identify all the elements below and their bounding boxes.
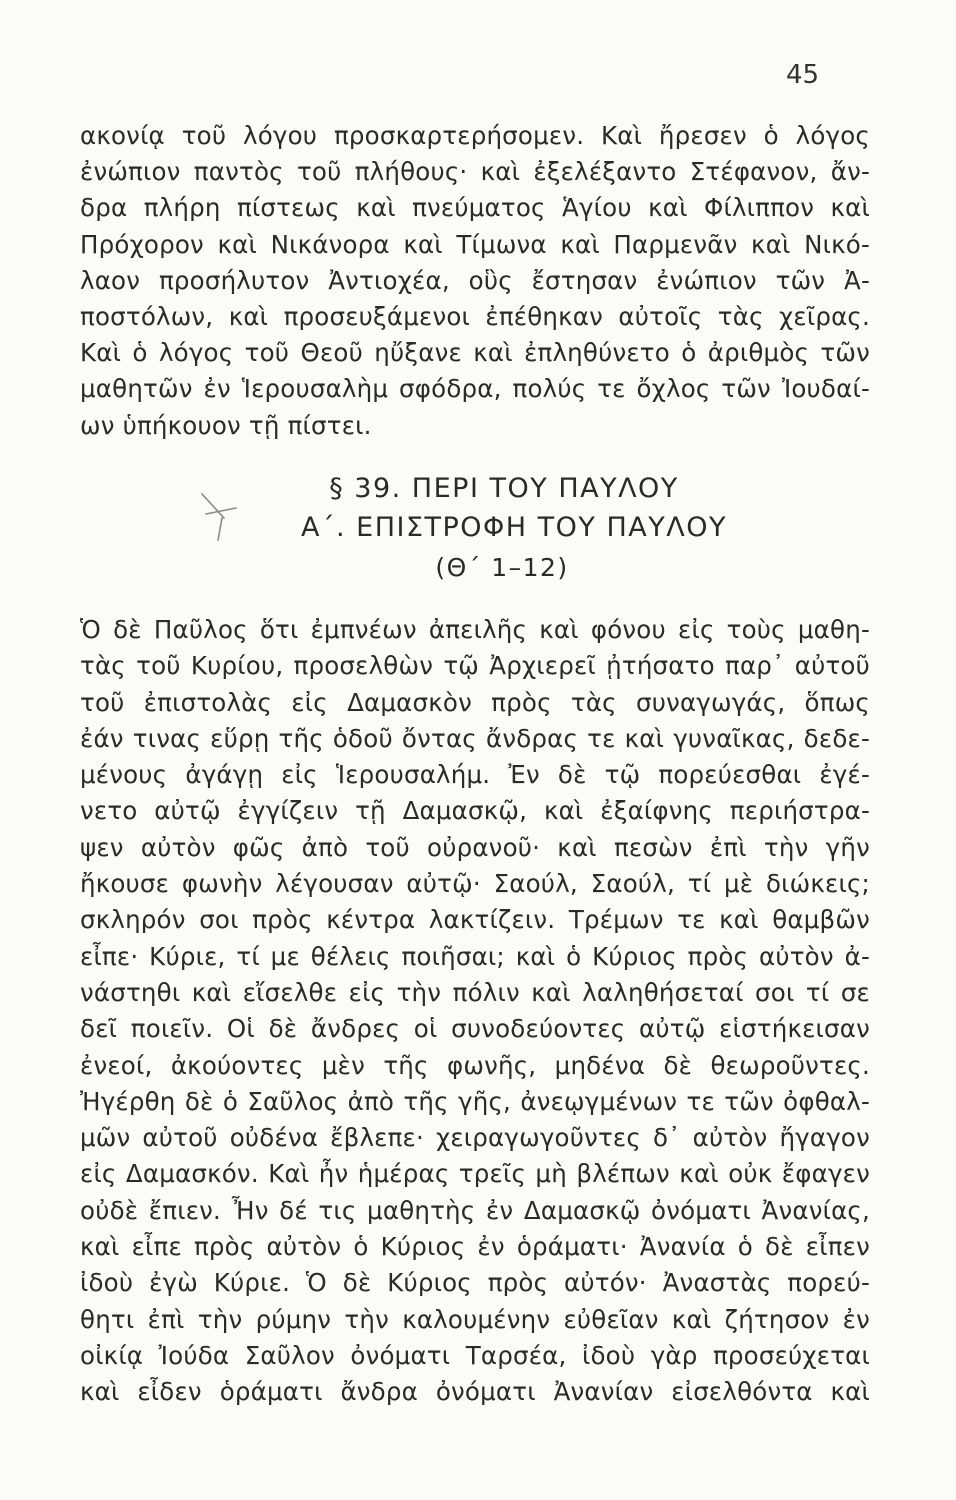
text-line: ἐάν τινας εὕρῃ τῆς ὁδοῦ ὄντας ἄνδρας τε καὶ γυναῖκας, δεδε- bbox=[80, 723, 870, 753]
text-line: νάστηθι καὶ εἴσελθε εἰς τὴν πόλιν καὶ λαληθήσεταί σοι τί σε bbox=[80, 977, 870, 1007]
chapter-reference: (Θ΄ 1–12) bbox=[435, 553, 569, 582]
text-line: λαον προσήλυτον Ἀντιοχέα, οὓς ἔστησαν ἐνώπιον τῶν Ἀ- bbox=[80, 265, 870, 295]
text-line: Καὶ ὁ λόγος τοῦ Θεοῦ ηὔξανε καὶ ἐπληθύνετο ὁ ἀριθμὸς τῶν bbox=[80, 338, 870, 368]
text-line: ἐνεοί, ἀκούοντες μὲν τῆς φωνῆς, μηδένα δὲ θεωροῦντες. bbox=[80, 1050, 870, 1080]
text-line: καὶ εἶπε πρὸς αὐτὸν ὁ Κύριος ἐν ὁράματι· Ἀνανία ὁ δὲ εἶπεν bbox=[80, 1232, 870, 1262]
text-line: μαθητῶν ἐν Ἱερουσαλὴμ σφόδρα, πολύς τε ὄχλος τῶν Ἰουδαί- bbox=[80, 374, 870, 404]
text-line: σκληρόν σοι πρὸς κέντρα λακτίζειν. Τρέμων τε καὶ θαμβῶν bbox=[80, 905, 870, 935]
text-line: ποστόλων, καὶ προσευξάμενοι ἐπέθηκαν αὐτοῖς τὰς χεῖρας. bbox=[80, 301, 870, 331]
text-line: ακονίᾳ τοῦ λόγου προσκαρτερήσομεν. Καὶ ἤρεσεν ὁ λόγος bbox=[80, 121, 870, 150]
text-line: ἰδοὺ ἐγὼ Κύριε. Ὁ δὲ Κύριος πρὸς αὐτόν· Ἀναστὰς πορεύ- bbox=[80, 1268, 870, 1298]
text-line: μῶν αὐτοῦ οὐδένα ἔβλεπε· χειραγωγοῦντες δ᾽ αὐτὸν ἤγαγον bbox=[80, 1123, 870, 1153]
text-line: εἶπε· Κύριε, τί με θέλεις ποιῆσαι; καὶ ὁ Κύριος πρὸς αὐτὸν ἀ- bbox=[80, 941, 870, 971]
text-line: τοῦ ἐπιστολὰς εἰς Δαμασκὸν πρὸς τὰς συναγωγάς, ὅπως bbox=[80, 687, 870, 717]
text-line: οἰκίᾳ Ἰούδα Σαῦλον ὀνόματι Ταρσέα, ἰδοὺ γὰρ προσεύχεται bbox=[80, 1340, 870, 1370]
subsection-heading: Α΄. ΕΠΙΣΤΡΟΦΗ ΤΟΥ ΠΑΥΛΟΥ bbox=[301, 512, 727, 543]
page-number: 45 bbox=[786, 60, 820, 90]
text-line: νετο αὐτῷ ἐγγίζειν τῇ Δαμασκῷ, καὶ ἐξαίφνης περιήστρα- bbox=[80, 796, 870, 826]
text-line: οὐδὲ ἔπιεν. Ἦν δέ τις μαθητὴς ἐν Δαμασκῷ ὀνόματι Ἀνανίας, bbox=[80, 1195, 870, 1225]
text-line: Ὁ δὲ Παῦλος ὅτι ἐμπνέων ἀπειλῆς καὶ φόνου εἰς τοὺς μαθη- bbox=[80, 615, 870, 644]
text-line: ἐνώπιον παντὸς τοῦ πλήθους· καὶ ἐξελέξαντο Στέφανον, ἄν- bbox=[80, 157, 870, 187]
section-heading: § 39. ΠΕΡΙ ΤΟΥ ΠΑΥΛΟΥ bbox=[329, 473, 679, 504]
text-line: τὰς τοῦ Κυρίου, προσελθὼν τῷ Ἀρχιερεῖ ᾐτήσατο παρ᾽ αὐτοῦ bbox=[80, 651, 870, 681]
text-line: δρα πλήρη πίστεως καὶ πνεύματος Ἁγίου καὶ Φίλιππον καὶ bbox=[80, 193, 870, 223]
text-line: Πρόχορον καὶ Νικάνορα καὶ Τίμωνα καὶ Παρμενᾶν καὶ Νικό- bbox=[80, 229, 870, 259]
paragraph-acts-6 bbox=[80, 118, 870, 444]
text-line: δεῖ ποιεῖν. Οἱ δὲ ἄνδρες οἱ συνοδεύοντες αὐτῷ εἱστήκεισαν bbox=[80, 1014, 870, 1044]
text-line: ἤκουσε φωνὴν λέγουσαν αὐτῷ· Σαούλ, Σαούλ, τί μὲ διώκεις; bbox=[80, 869, 870, 899]
text-line: καὶ εἶδεν ὁράματι ἄνδρα ὀνόματι Ἀνανίαν εἰσελθόντα καὶ bbox=[80, 1377, 870, 1407]
text-line: θητι ἐπὶ τὴν ρύμην τὴν καλουμένην εὐθεῖαν καὶ ζήτησον ἐν bbox=[80, 1304, 870, 1334]
text-line: Ἠγέρθη δὲ ὁ Σαῦλος ἀπὸ τῆς γῆς, ἀνεῳγμένων τε τῶν ὀφθαλ- bbox=[80, 1086, 870, 1116]
paragraph-acts-9 bbox=[80, 612, 870, 1411]
text-line: ψεν αὐτὸν φῶς ἀπὸ τοῦ οὐρανοῦ· καὶ πεσὼν ἐπὶ τὴν γῆν bbox=[80, 832, 870, 862]
text-line: μένους ἀγάγῃ εἰς Ἱερουσαλήμ. Ἐν δὲ τῷ πορεύεσθαι ἐγέ- bbox=[80, 760, 870, 790]
text-line: ων ὑπήκουον τῇ πίστει. bbox=[80, 410, 372, 440]
text-line: εἰς Δαμασκόν. Καὶ ἦν ἡμέρας τρεῖς μὴ βλέπων καὶ οὐκ ἔφαγεν bbox=[80, 1159, 870, 1189]
